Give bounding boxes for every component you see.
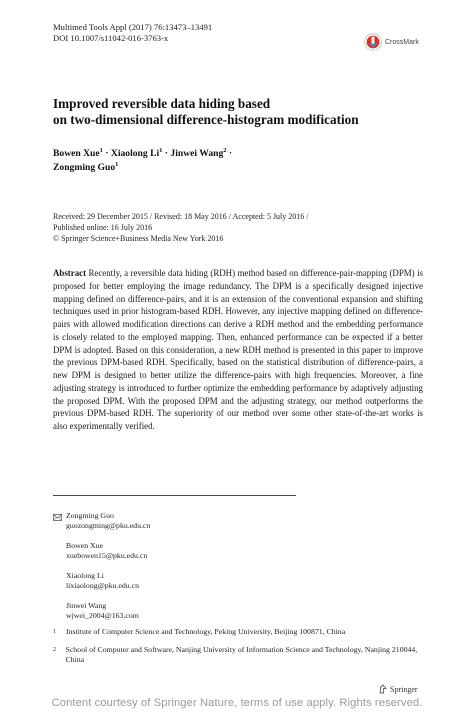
author-name[interactable]: Jinwei Wang [170, 148, 224, 159]
journal-header [53, 22, 212, 44]
contact-list [66, 511, 366, 631]
copyright: © Springer Science+Business Media New York 2016 [53, 234, 224, 243]
crossmark-label: CrossMark [385, 38, 419, 46]
author-affil: 1 [115, 161, 119, 168]
contact-entry [66, 571, 366, 591]
footnote-divider [53, 495, 296, 496]
crossmark-icon [364, 33, 382, 51]
affiliation-text: Institute of Computer Science and Technology, Peking University, Beijing 100871, China [66, 627, 346, 636]
author-name[interactable]: Bowen Xue [53, 148, 100, 159]
author-separator: · [102, 148, 111, 159]
contact-entry [66, 601, 366, 621]
affiliation-text: School of Computer and Software, Nanjing University of Information Science and Technology, Nanjing 210044, China [65, 645, 418, 664]
contact-name: Bowen Xue [66, 541, 104, 550]
contact-name: Xiaolong Li [66, 571, 104, 580]
contact-email[interactable]: lixiaolong@pku.edu.cn [66, 581, 140, 590]
author-affil: 2 [223, 147, 227, 154]
history-dates: Received: 29 December 2015 / Revised: 18 May 2016 / Accepted: 5 July 2016 / [53, 212, 309, 221]
contact-entry [66, 541, 366, 561]
courtesy-footer: Content courtesy of Springer Nature, terms of use apply. Rights reserved. [51, 697, 423, 709]
contact-name: Jinwei Wang [66, 601, 107, 610]
doi[interactable]: DOI 10.1007/s11042-016-3763-x [53, 33, 169, 43]
title-line-1: Improved reversible data hiding based [53, 96, 271, 111]
contact-email[interactable]: xuebowen15@pku.edu.cn [66, 551, 148, 560]
contact-email[interactable]: wjwei_2004@163.com [66, 611, 139, 620]
contact-email[interactable]: guozongming@pku.edu.cn [66, 521, 151, 530]
paper-title [53, 96, 423, 128]
springer-logo [378, 684, 418, 694]
published-online: Published online: 16 July 2016 [53, 223, 153, 232]
author-name[interactable]: Xiaolong Li [110, 148, 160, 159]
contact-name: Zongming Guo [66, 511, 114, 520]
affiliation-number: 2 [53, 647, 56, 653]
author-separator: · [226, 148, 233, 159]
abstract-text: Recently, a reversible data hiding (RDH) method based on difference-pair-mapping (DPM) is proposed for better employing the image redundancy. The DPM is a specifically designed injective mapping defined on difference-pairs, and it is an extension of the conventional expansion and shifting techniques used in prior histogram-based RDH. However, any injective mapping defined on difference-pairs with allowed modification directions can derive a RDH method and the embedding performance is closely related to the employed mapping. Then, enhanced performance can be expected if a better DPM is adopted. Based on this consideration, a new RDH method is presented in this paper to improve the previous DPM-based RDH. Specifically, based on the statistical distribution of difference-pairs, a new DPM is designed to better utilize the difference-pairs with high frequencies. Moreover, a fine adjusting strategy is introduced to further optimize the embedding performance by adaptively adjusting the proposed DPM. With the proposed DPM and the adjusting strategy, our method outperforms the previous DPM-based RDH. The superiority of our method over some other state-of-the-art works is also experimentally verified. [53, 268, 423, 431]
title-line-2: on two-dimensional difference-histogram modification [53, 112, 359, 127]
journal-citation: Multimed Tools Appl (2017) 76:13473–13491 [53, 22, 213, 32]
crossmark-badge[interactable] [364, 33, 419, 51]
abstract-label: Abstract [53, 268, 87, 278]
author-separator: · [162, 148, 171, 159]
affiliation-number: 1 [53, 629, 56, 635]
envelope-icon [53, 514, 62, 521]
author-list [53, 147, 353, 175]
publisher-name: Springer [390, 684, 418, 694]
contact-entry [66, 511, 366, 531]
author-line-1 [53, 147, 353, 161]
springer-horse-icon [378, 684, 388, 694]
publication-history [53, 211, 423, 244]
author-affil: 1 [99, 147, 103, 154]
affiliation-1 [53, 627, 423, 637]
abstract [53, 267, 423, 433]
affiliation-2 [53, 645, 423, 665]
author-line-2 [53, 161, 353, 175]
author-name[interactable]: Zongming Guo [53, 162, 116, 173]
author-affil: 1 [159, 147, 163, 154]
